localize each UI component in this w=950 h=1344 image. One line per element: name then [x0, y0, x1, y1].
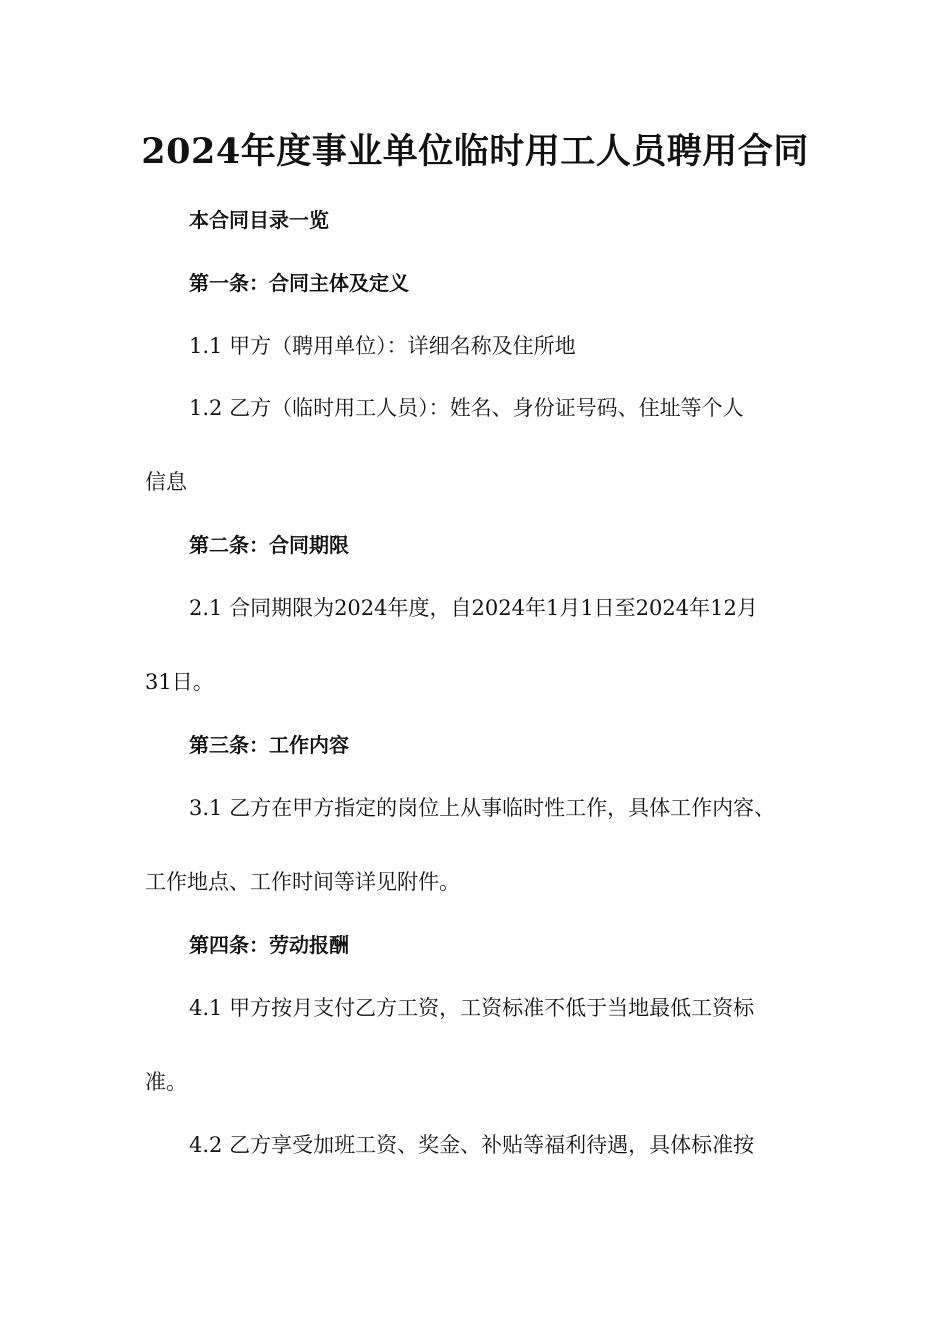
article-3-heading: 第三条：工作内容 [189, 733, 349, 757]
article-4-heading: 第四条：劳动报酬 [189, 933, 349, 957]
clause-3-1: 3.1 乙方在甲方指定的岗位上从事临时性工作，具体工作内容、 [189, 796, 776, 820]
clause-1-2: 1.2 乙方（临时用工人员）：姓名、身份证号码、住址等个人 [189, 396, 744, 420]
clause-1-1: 1.1 甲方（聘用单位）：详细名称及住所地 [189, 334, 576, 358]
clause-2-1: 2.1 合同期限为2024年度，自2024年1月1日至2024年12月 [189, 596, 758, 620]
document-title: 2024年度事业单位临时用工人员聘用合同 [141, 131, 809, 172]
table-of-contents-heading: 本合同目录一览 [189, 208, 329, 232]
clause-4-1-continued: 准。 [145, 1070, 187, 1094]
clause-4-2: 4.2 乙方享受加班工资、奖金、补贴等福利待遇，具体标准按 [189, 1133, 755, 1157]
clause-1-2-continued: 信息 [145, 470, 187, 494]
clause-3-1-continued: 工作地点、工作时间等详见附件。 [145, 870, 460, 894]
article-2-heading: 第二条：合同期限 [189, 533, 349, 557]
clause-2-1-continued: 31日。 [145, 670, 214, 694]
clause-4-1: 4.1 甲方按月支付乙方工资，工资标准不低于当地最低工资标 [189, 996, 755, 1020]
article-1-heading: 第一条：合同主体及定义 [189, 271, 409, 295]
